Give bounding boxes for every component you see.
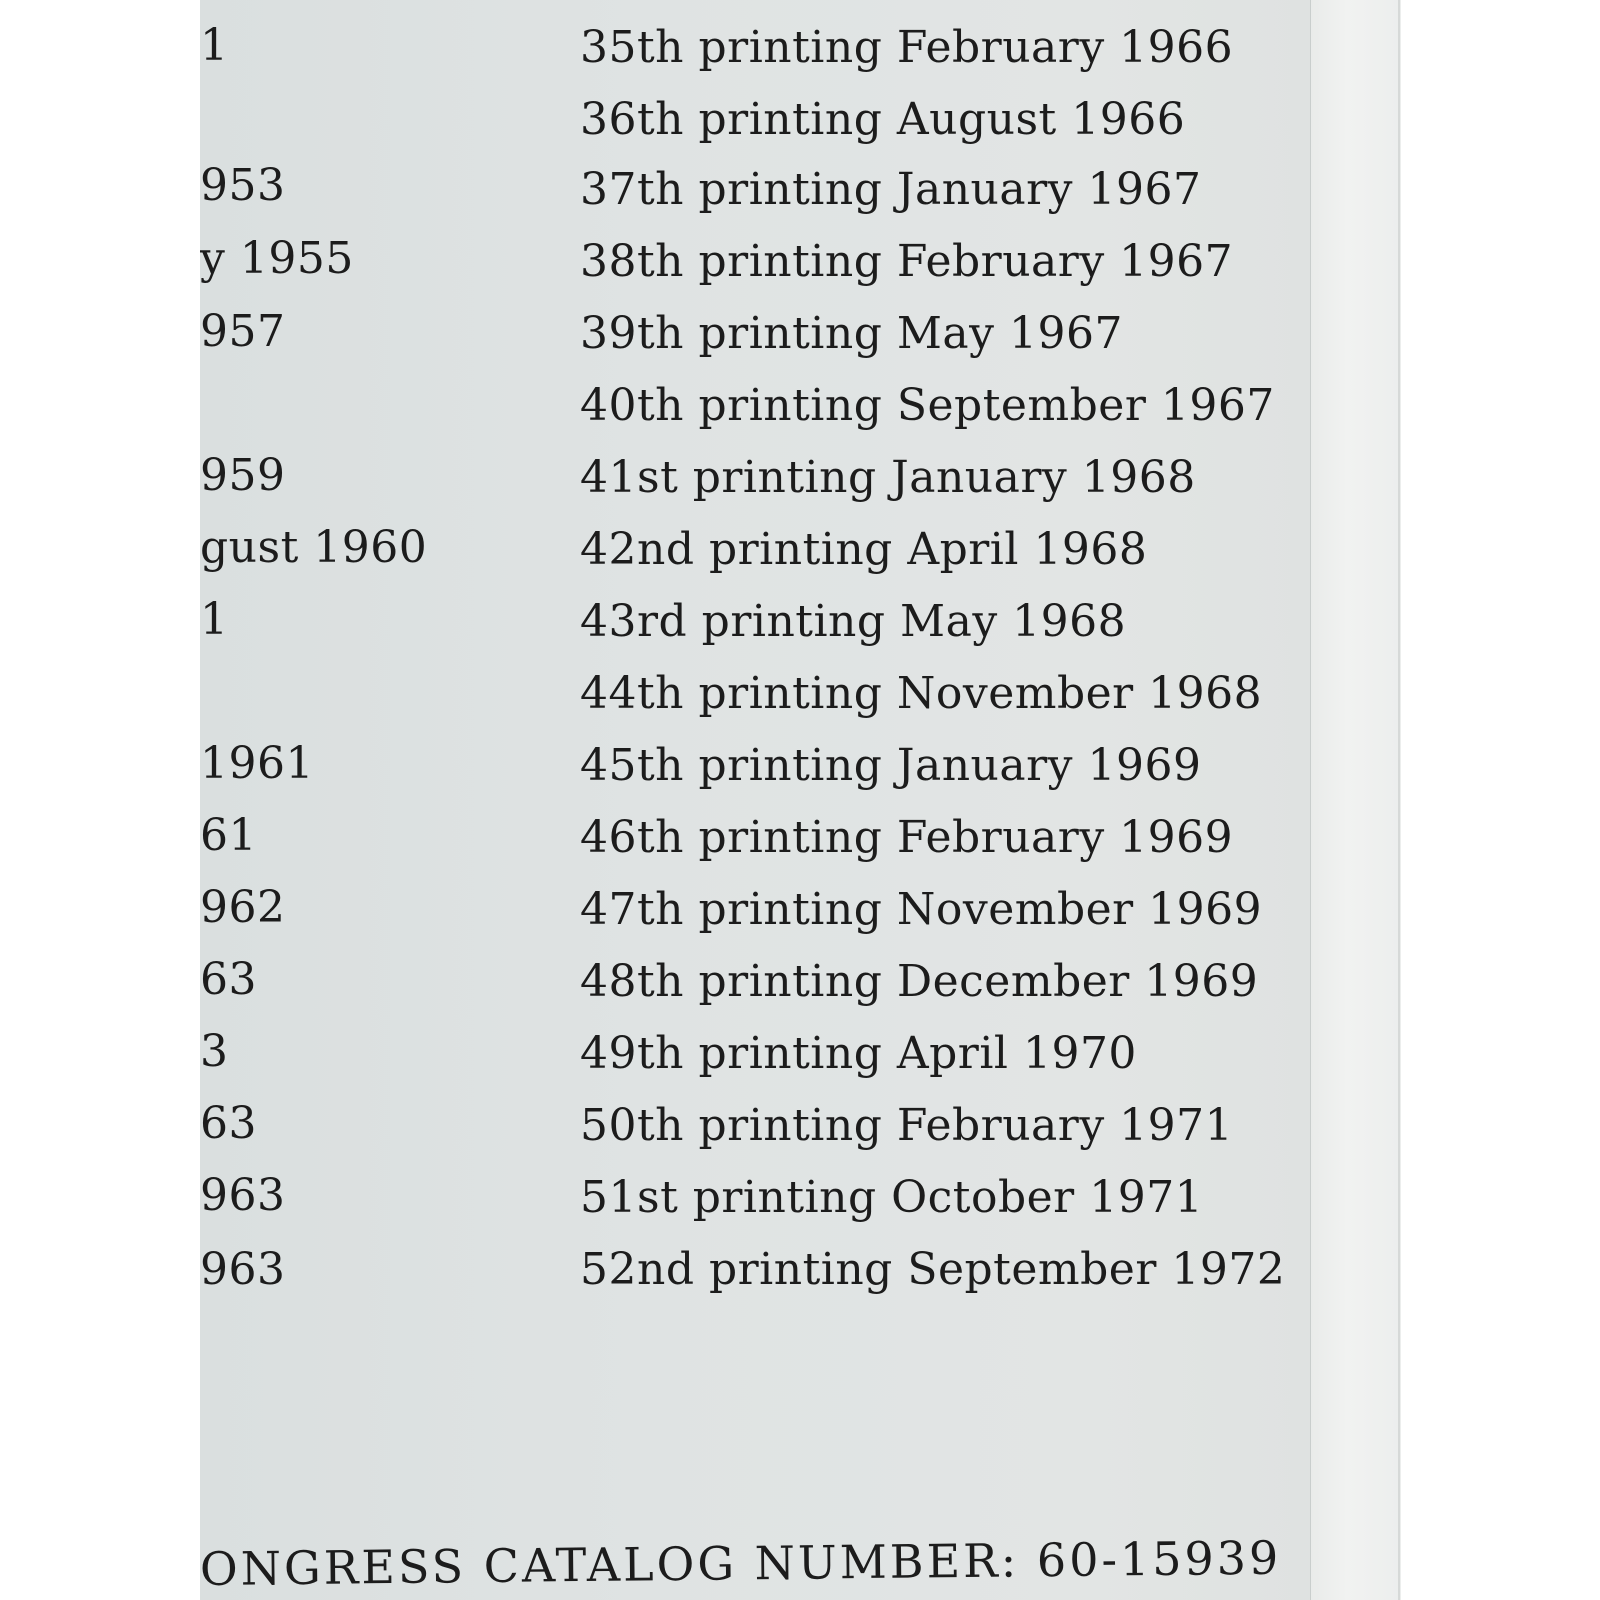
left-fragment: 63: [200, 1098, 257, 1149]
printing-entry: 51st printing October 1971: [580, 1172, 1204, 1223]
left-fragment: 63: [200, 954, 257, 1005]
printing-entry: 50th printing February 1971: [580, 1100, 1234, 1151]
left-fragment: gust 1960: [200, 522, 428, 573]
left-fragment: 3: [200, 1026, 229, 1077]
catalog-number-footer: ONGRESS CATALOG NUMBER: 60-15939: [200, 1530, 1282, 1596]
left-fragment: 957: [200, 306, 286, 357]
printing-entry: 41st printing January 1968: [580, 452, 1196, 503]
book-page: [200, 0, 1310, 1600]
left-fragment: y 1955: [200, 233, 354, 284]
printing-entry: 36th printing August 1966: [580, 94, 1186, 145]
printing-entry: 37th printing January 1967: [580, 164, 1202, 215]
printing-entry: 45th printing January 1969: [580, 740, 1202, 791]
printing-entry: 40th printing September 1967: [580, 380, 1275, 431]
printing-entry: 44th printing November 1968: [580, 668, 1263, 719]
printing-entry: 48th printing December 1969: [580, 956, 1259, 1007]
left-fragment: 953: [200, 160, 286, 211]
left-fragment: 963: [200, 1170, 286, 1221]
printing-entry: 38th printing February 1967: [580, 236, 1234, 287]
page-edge-shadow: [1398, 0, 1400, 1600]
printing-entry: 46th printing February 1969: [580, 812, 1234, 863]
printing-entry: 39th printing May 1967: [580, 308, 1123, 359]
printing-entry: 35th printing February 1966: [580, 22, 1234, 73]
printing-entry: 43rd printing May 1968: [580, 596, 1127, 647]
printing-entry: 49th printing April 1970: [580, 1028, 1137, 1079]
next-page-edge: [1310, 0, 1401, 1600]
left-fragment: 1: [200, 20, 229, 71]
left-fragment: 962: [200, 882, 286, 933]
printing-entry: 52nd printing September 1972: [580, 1244, 1286, 1295]
left-fragment: 1961: [200, 738, 314, 789]
left-fragment: 963: [200, 1244, 286, 1295]
left-fragment: 959: [200, 450, 286, 501]
printing-entry: 42nd printing April 1968: [580, 524, 1148, 575]
printing-entry: 47th printing November 1969: [580, 884, 1263, 935]
left-fragment: 61: [200, 810, 257, 861]
left-fragment: 1: [200, 594, 229, 645]
